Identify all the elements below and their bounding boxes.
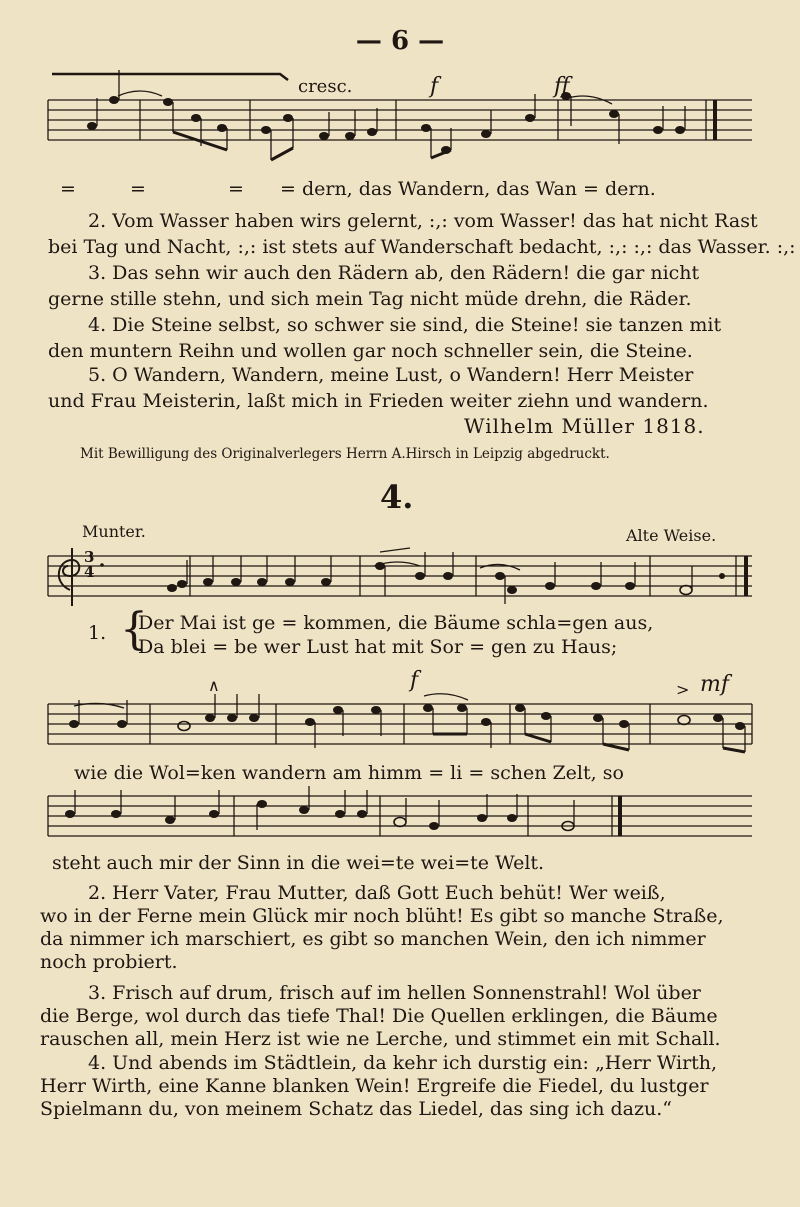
verse-line: 2. Vom Wasser haben wirs gelernt, :,: vom Wasser! das hat nicht Rast [88,210,758,232]
page-number: — 6 — [355,26,445,56]
verse-line: 3. Frisch auf drum, frisch auf im hellen Sonnenstrahl! Wol über [88,982,701,1004]
verse-line: 4. Die Steine selbst, so schwer sie sind, die Steine! sie tanzen mit [88,314,722,336]
verse-line: 4. Und abends im Städtlein, da kehr ich durstig ein: „Herr Wirth, [88,1052,718,1074]
tempo-marking: Munter. [82,522,146,541]
forte-marking-2: f [410,668,419,693]
top-lyric-2: = [130,178,146,200]
permission-note: Mit Bewilligung des Originalverlegers Herrn A.Hirsch in Leipzig abgedruckt. [80,446,610,462]
verse-number: 1. [88,622,107,644]
accent-marking: ∧ [208,676,220,695]
verse-line: Herr Wirth, eine Kanne blanken Wein! Ergreife die Fiedel, du lustger [40,1075,709,1097]
fortissimo-marking: ff [554,74,570,99]
crescendo-hairpin: > [676,680,690,699]
verse-line: da nimmer ich marschiert, es gibt so manchen Wein, den ich nimmer [40,928,706,950]
verse-line: bei Tag und Nacht, :,: ist stets auf Wanderschaft bedacht, :,: :,: das Wasser. :,: [48,236,796,258]
song4-lyric-line3: steht auch mir der Sinn in die wei=te wei=te Welt. [52,852,545,874]
verse-line: rauschen all, mein Herz ist wie ne Lerche, und stimmet ein mit Schall. [40,1028,721,1050]
verse-line: wo in der Ferne mein Glück mir noch blüht! Es gibt so manche Straße, [40,905,724,927]
verse-line: gerne stille stehn, und sich mein Tag nicht müde drehn, die Räder. [48,288,692,310]
song4-verse-4 [40,1052,717,1121]
verse-line: die Berge, wol durch das tiefe Thal! Die Quellen erklingen, die Bäume [40,1005,718,1027]
author-credit: Wilhelm Müller 1818. [464,414,705,438]
verse-line: noch probiert. [40,951,178,973]
time-signature-top: 3 [84,548,95,566]
song-number: 4. [380,478,414,516]
song4-lyric-line2: wie die Wol=ken wandern am himm = li = schen Zelt, so [74,762,624,784]
top-lyric-3: = [228,178,244,200]
song4-lyric-line1b: Da blei = be wer Lust hat mit Sor = gen zu Haus; [138,636,618,658]
verse-line: 3. Das sehn wir auch den Rädern ab, den Rädern! die gar nicht [88,262,700,284]
top-lyric-1: = [60,178,76,200]
verse-line: 5. O Wandern, Wandern, meine Lust, o Wandern! Herr Meister [88,364,694,386]
verse-line: 2. Herr Vater, Frau Mutter, daß Gott Euch behüt! Wer weiß, [88,882,666,904]
tune-note: Alte Weise. [626,526,717,545]
verse-line: und Frau Meisterin, laßt mich in Frieden weiter ziehn und wandern. [48,390,709,412]
verse-line: Spielmann du, von meinem Schatz das Liedel, das sing ich dazu.“ [40,1098,672,1120]
time-signature-bottom: 4 [84,563,95,581]
mezzoforte-marking: mf [700,672,730,697]
song4-lyric-line1a: Der Mai ist ge = kommen, die Bäume schla=gen aus, [138,612,654,634]
song4-verse-3 [40,982,721,1051]
verse-brace: { [120,604,148,655]
cresc-marking: cresc. [298,76,353,97]
song4-verse-2 [40,882,724,974]
forte-marking: f [430,74,439,99]
top-lyric-4: = dern, das Wandern, das Wan = dern. [280,178,656,200]
verse-line: den muntern Reihn und wollen gar noch schneller sein, die Steine. [48,340,693,362]
